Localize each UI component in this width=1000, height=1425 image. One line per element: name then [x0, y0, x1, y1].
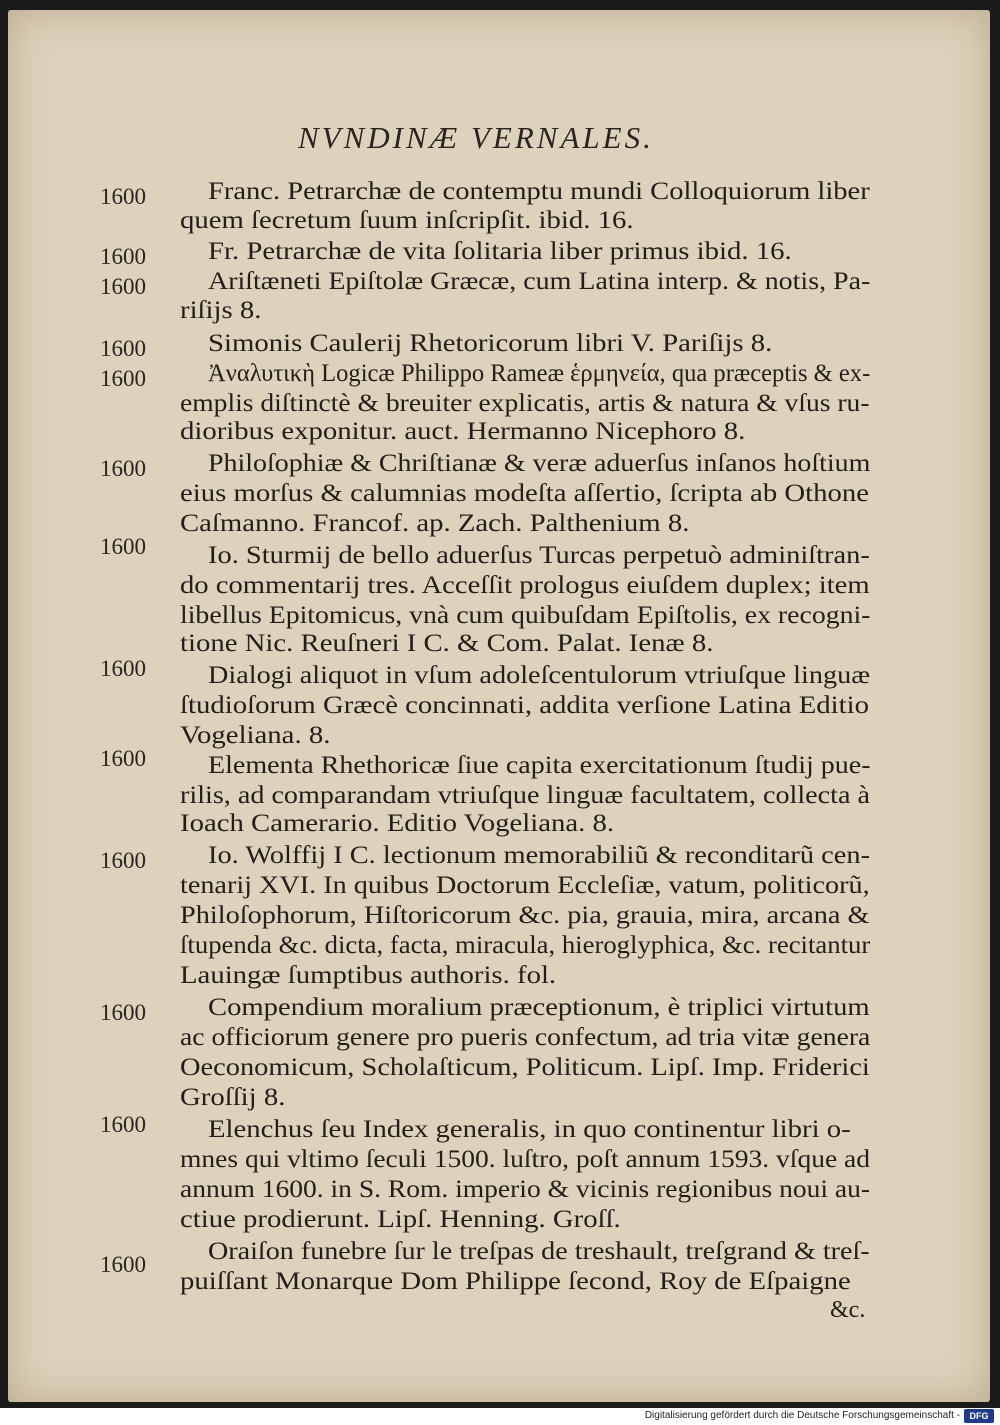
- entry-text-line: mnes qui vltimo ſeculi 1500. luſtro, poſt annum 1593. vſque ad: [180, 1146, 871, 1173]
- entry-year: 1600: [100, 184, 146, 209]
- entry-text-line: Io. Wolffij I C. lectionum memorabiliũ & reconditarũ cen-: [208, 842, 871, 869]
- entry-text-line: tenarij XVI. In quibus Doctorum Eccleſiæ, vatum, politicorũ,: [180, 872, 870, 899]
- dfg-logo[interactable]: DFG: [964, 1409, 994, 1423]
- entry-year: 1600: [100, 1000, 146, 1025]
- entry-year: 1600: [100, 366, 146, 391]
- entry-year: 1600: [100, 336, 146, 361]
- entry-text-line: Philoſophiæ & Chriſtianæ & veræ aduerſus inſanos hoſtium: [208, 450, 871, 477]
- entry-text-line: puiſſant Monarque Dom Philippe ſecond, Roy de Eſpaigne: [180, 1268, 851, 1295]
- entry-text-line: annum 1600. in S. Rom. imperio & vicinis regionibus noui au-: [180, 1176, 871, 1203]
- entry-text-line: Caſmanno. Francof. ap. Zach. Palthenium 8.: [180, 510, 690, 537]
- running-header: NVNDINÆ VERNALES.: [298, 120, 654, 155]
- entry-text-line: Ioach Camerario. Editio Vogeliana. 8.: [180, 810, 615, 837]
- entry-text-line: Dialogi aliquot in vſum adoleſcentulorum vtriuſque linguæ: [208, 662, 871, 689]
- entry-year: 1600: [100, 848, 146, 873]
- entry-text-line: rilis, ad comparandam vtriuſque linguæ facultatem, collecta à: [180, 782, 870, 809]
- entry-text-line: Franc. Petrarchæ de contemptu mundi Colloquiorum liber: [208, 178, 870, 205]
- entry-text-line: Groſſij 8.: [180, 1084, 286, 1111]
- book-page: [8, 10, 990, 1402]
- entry-text-line: Elementa Rhethoricæ ſiue capita exercitationum ſtudij pue-: [208, 752, 871, 779]
- entry-text-line: ac officiorum genere pro pueris confectum, ad tria vitæ genera: [180, 1024, 871, 1051]
- entry-text-line: Simonis Caulerij Rhetoricorum libri V. Pariſijs 8.: [208, 330, 773, 357]
- footer-text: Digitalisierung gefördert durch die Deutsche Forschungsgemeinschaft -: [644, 1410, 960, 1421]
- entry-text-line: do commentarij tres. Acceſſit prologus eiuſdem duplex; item: [180, 572, 870, 599]
- entry-text-line: Fr. Petrarchæ de vita ſolitaria liber primus ibid. 16.: [208, 238, 792, 265]
- entry-text-line: Elenchus ſeu Index generalis, in quo continentur libri o-: [208, 1116, 851, 1143]
- entry-text-line: Ἀναλυτικὴ Logicæ Philippo Rameæ ἑρμηνεία, qua præceptis & ex-: [208, 360, 871, 387]
- entry-text-line: riſijs 8.: [180, 297, 262, 324]
- entry-text-line: Philoſophorum, Hiſtoricorum &c. pia, grauia, mira, arcana &: [180, 902, 870, 929]
- entry-text-line: Oraiſon funebre ſur le treſpas de treshault, treſgrand & treſ-: [208, 1238, 870, 1265]
- entry-text-line: libellus Epitomicus, vnà cum quibuſdam Epiſtolis, ex recogni-: [180, 602, 871, 629]
- entry-year: 1600: [100, 456, 146, 481]
- entry-text-line: quem ſecretum ſuum inſcripſit. ibid. 16.: [180, 207, 634, 234]
- entry-year: 1600: [100, 1252, 146, 1277]
- entry-text-line: ctiue prodierunt. Lipſ. Henning. Groſſ.: [180, 1206, 621, 1233]
- entry-text-line: tione Nic. Reuſneri I C. & Com. Palat. Ienæ 8.: [180, 630, 714, 657]
- entry-text-line: Compendium moralium præceptionum, è triplici virtutum: [208, 994, 870, 1021]
- catchword: &c.: [830, 1297, 866, 1323]
- entry-text-line: Lauingæ ſumptibus authoris. fol.: [180, 962, 557, 989]
- entry-text-line: eius morſus & calumnias modeſta aſſertio, ſcripta ab Othone: [180, 480, 870, 507]
- entry-text-line: Io. Sturmij de bello aduerſus Turcas perpetuò adminiſtran-: [208, 542, 870, 569]
- entry-year: 1600: [100, 274, 146, 299]
- entry-text-line: ſtudioſorum Græcè concinnati, addita verſione Latina Editio: [180, 692, 870, 719]
- entry-year: 1600: [100, 656, 146, 681]
- entry-year: 1600: [100, 1112, 146, 1137]
- entry-text-line: ſtupenda &c. dicta, facta, miracula, hieroglyphica, &c. recitantur: [180, 932, 871, 959]
- page-content: [8, 10, 990, 1402]
- footer-bar: [0, 1408, 1000, 1425]
- entry-text-line: dioribus exponitur. auct. Hermanno Nicephoro 8.: [180, 418, 746, 445]
- entry-text-line: Oeconomicum, Scholaſticum, Politicum. Lipſ. Imp. Friderici: [180, 1054, 870, 1081]
- entry-year: 1600: [100, 534, 146, 559]
- entry-text-line: Vogeliana. 8.: [180, 722, 331, 749]
- entry-year: 1600: [100, 244, 146, 269]
- entry-year: 1600: [100, 746, 146, 771]
- entry-text-line: emplis diſtinctè & breuiter explicatis, artis & natura & vſus ru-: [180, 390, 870, 417]
- entry-text-line: Ariſtæneti Epiſtolæ Græcæ, cum Latina interp. & notis, Pa-: [208, 268, 871, 295]
